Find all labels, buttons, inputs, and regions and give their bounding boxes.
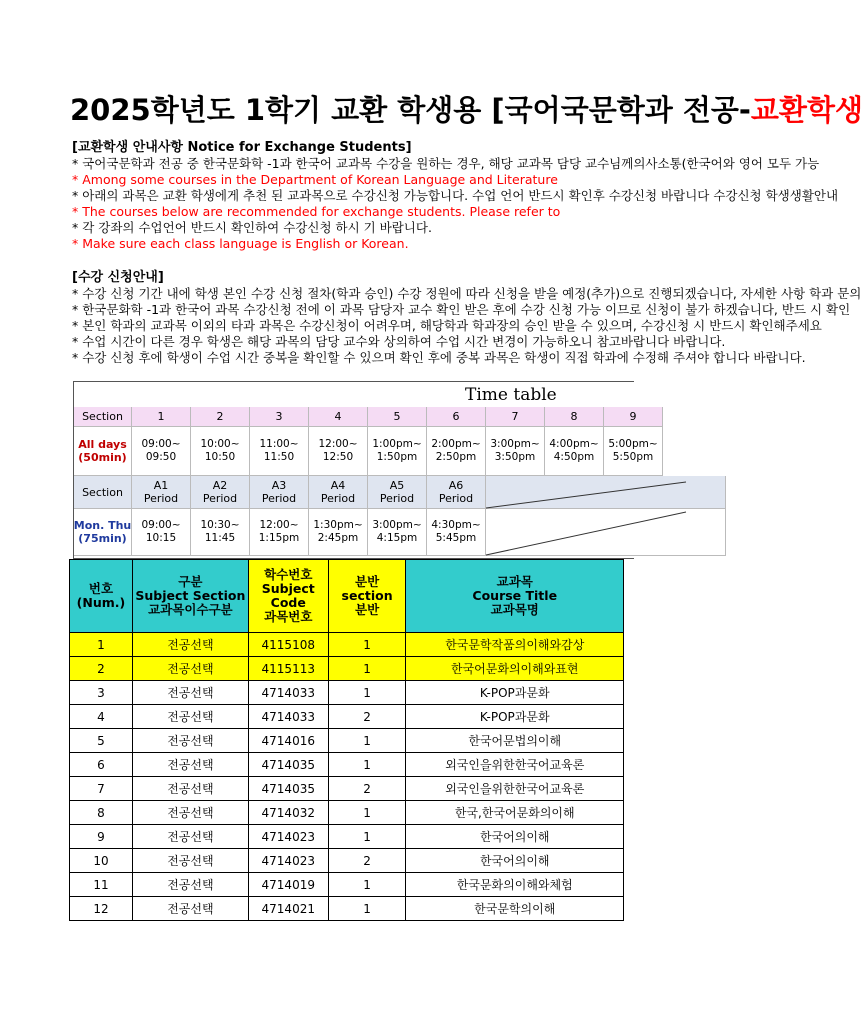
cell-code: 4115113 <box>248 657 328 681</box>
cell-title: K-POP과문화 <box>406 705 624 729</box>
timetable-section-number-text: 8 <box>570 410 578 423</box>
cell-code: 4714033 <box>248 681 328 705</box>
timetable-section-label <box>74 407 132 427</box>
guide-line: * 수강 신청 기간 내에 학생 본인 수강 신청 절차(학과 승인) 수강 정원에 따라 신청을 받을 예정(추가)으로 진행되겠습니다, 자세한 사항 학과 문의 <box>72 286 862 301</box>
timetable-section-number-text: 1 <box>157 410 165 423</box>
cell-code: 4714035 <box>248 777 328 801</box>
timetable-section-number-text: 7 <box>511 410 519 423</box>
timetable-section-number-text: 4 <box>334 410 342 423</box>
timetable-section-label-text: Section <box>82 410 123 423</box>
timetable-all-days-time-text: 1:50pm <box>376 451 418 463</box>
timetable-mon-thu-label-text: (75min) <box>78 532 127 545</box>
cell-num: 8 <box>70 801 133 825</box>
notice-line: * 아래의 과목은 교환 학생에게 추천 된 교과목으로 수강신청 가능합니다. 수업 언어 반드시 확인후 수강신청 바랍니다 수강신청 학생생활안내 <box>72 188 839 203</box>
timetable-mon-thu-time-text: 4:30pm~ <box>431 519 481 531</box>
guide-line: * 본인 학과의 교과목 이외의 타과 과목은 수강신청이 어려우며, 해당학과 학과장의 승인 받을 수 있으며, 수강신청 시 반드시 확인해주세요 <box>72 318 822 333</box>
cell-title: 외국인을위한한국어교육론 <box>406 753 624 777</box>
cell-sec: 2 <box>328 849 406 873</box>
timetable-mon-thu-time-text: 1:30pm~ <box>313 519 363 531</box>
timetable-section-number-text: 2 <box>216 410 224 423</box>
header-sec: 분반 section 분반 <box>328 560 406 633</box>
cell-section: 전공선택 <box>132 801 248 825</box>
timetable-period-text: A2 <box>212 479 228 492</box>
guide-line: * 한국문화학 -1과 한국어 과목 수강신청 전에 이 과목 담당자 교수 확인 받은 후에 수강 신청 가능 이므로 신청이 불가 하겠습니다, 반드 시 확인 <box>72 302 851 317</box>
timetable-mon-thu-time <box>191 509 250 556</box>
timetable-all-days-time-text: 1:00pm~ <box>372 438 422 450</box>
timetable-period-text: Period <box>202 492 238 505</box>
table-row <box>70 873 624 897</box>
header-num: 번호 (Num.) <box>70 560 133 633</box>
timetable-period-text: A4 <box>330 479 346 492</box>
timetable-all-days-time <box>368 427 427 476</box>
cell-code: 4714035 <box>248 753 328 777</box>
notice-line: * Among some courses in the Department of Korean Language and Literature <box>72 172 558 187</box>
cell-title: 한국어의이해 <box>406 825 624 849</box>
table-row <box>70 705 624 729</box>
cell-code: 4714021 <box>248 897 328 921</box>
course-table-header <box>70 560 624 633</box>
cell-title: 한국문화의이해와체험 <box>406 873 624 897</box>
cell-section: 전공선택 <box>132 897 248 921</box>
diagonal-line <box>486 482 686 508</box>
notice-line: * 각 강좌의 수업언어 반드시 확인하여 수강신청 하시 기 바랍니다. <box>72 220 432 235</box>
cell-num: 9 <box>70 825 133 849</box>
cell-sec: 1 <box>328 753 406 777</box>
timetable-section-number <box>604 407 663 427</box>
cell-sec: 1 <box>328 633 406 657</box>
timetable-all-days-time-text: 2:50pm <box>435 451 477 463</box>
timetable-mon-thu-time <box>427 509 486 556</box>
table-row <box>70 657 624 681</box>
cell-code: 4714023 <box>248 849 328 873</box>
timetable-all-days-time-text: 3:00pm~ <box>490 438 540 450</box>
timetable-all-days-label-text: (50min) <box>78 451 127 464</box>
timetable-period-section-label <box>74 476 132 509</box>
timetable-mon-thu-time-text: 10:15 <box>145 532 177 544</box>
timetable-all-days-time <box>250 427 309 476</box>
cell-num: 7 <box>70 777 133 801</box>
timetable-mon-thu-time-text: 4:15pm <box>376 532 418 544</box>
cell-section: 전공선택 <box>132 729 248 753</box>
timetable-mon-thu-time-text: 11:45 <box>204 532 236 544</box>
timetable-section-number <box>191 407 250 427</box>
timetable-title: Time table <box>465 385 557 405</box>
timetable-all-days-time-text: 5:00pm~ <box>608 438 658 450</box>
cell-section: 전공선택 <box>132 753 248 777</box>
timetable-mon-thu-time-text: 09:00~ <box>141 519 181 531</box>
header-section: 구분 Subject Section 교과목이수구분 <box>132 560 248 633</box>
timetable-section-number <box>486 407 545 427</box>
cell-title: K-POP과문화 <box>406 681 624 705</box>
timetable-section-number <box>427 407 486 427</box>
timetable-all-days-time-text: 4:00pm~ <box>549 438 599 450</box>
table-row <box>70 897 624 921</box>
cell-sec: 1 <box>328 681 406 705</box>
timetable-period-section-label-text: Section <box>82 485 123 499</box>
timetable-all-days-time-text: 09:50 <box>145 451 177 463</box>
timetable-period-text: Period <box>379 492 415 505</box>
course-table <box>69 559 624 921</box>
timetable-all-days-time-text: 10:50 <box>204 451 236 463</box>
title-text: 2025학년도 1학기 교환 학생용 [국어국문학과 전공- <box>70 93 751 127</box>
cell-section: 전공선택 <box>132 873 248 897</box>
guide-heading: [수강 신청안내] <box>72 270 164 285</box>
title-red-text: 교환학생 <box>750 93 863 127</box>
cell-sec: 1 <box>328 897 406 921</box>
cell-num: 5 <box>70 729 133 753</box>
cell-num: 4 <box>70 705 133 729</box>
timetable-all-days-time <box>545 427 604 476</box>
cell-code: 4714019 <box>248 873 328 897</box>
timetable-section-number <box>250 407 309 427</box>
cell-title: 한국,한국어문화의이해 <box>406 801 624 825</box>
timetable-mon-thu-time-text: 2:45pm <box>317 532 359 544</box>
cell-sec: 1 <box>328 801 406 825</box>
timetable-all-days-time <box>309 427 368 476</box>
timetable-mon-thu-time <box>309 509 368 556</box>
timetable-mon-thu-time <box>250 509 309 556</box>
table-row <box>70 825 624 849</box>
cell-title: 한국어의이해 <box>406 849 624 873</box>
table-row <box>70 777 624 801</box>
cell-num: 3 <box>70 681 133 705</box>
timetable-period <box>427 476 486 509</box>
table-row <box>70 729 624 753</box>
timetable-period-text: A5 <box>389 479 405 492</box>
timetable-all-days-time <box>191 427 250 476</box>
timetable-all-days-time <box>604 427 663 476</box>
timetable-period <box>191 476 250 509</box>
timetable-diagonal-lines <box>486 476 686 566</box>
timetable-all-days-label <box>74 427 132 476</box>
cell-code: 4115108 <box>248 633 328 657</box>
timetable-section-number-text: 6 <box>452 410 460 423</box>
timetable-period <box>368 476 427 509</box>
cell-code: 4714033 <box>248 705 328 729</box>
timetable-mon-thu-time-text: 3:00pm~ <box>372 519 422 531</box>
timetable-all-days-time-text: 11:50 <box>263 451 295 463</box>
table-row <box>70 849 624 873</box>
cell-title: 한국문학작품의이해와감상 <box>406 633 624 657</box>
cell-sec: 1 <box>328 729 406 753</box>
timetable-all-days-time-text: 2:00pm~ <box>431 438 481 450</box>
notice-line: * The courses below are recommended for exchange students. Please refer to <box>72 204 561 219</box>
notice-heading: [교환학생 안내사항 Notice for Exchange Students] <box>72 140 412 155</box>
cell-num: 11 <box>70 873 133 897</box>
cell-sec: 1 <box>328 873 406 897</box>
cell-code: 4714023 <box>248 825 328 849</box>
cell-code: 4714032 <box>248 801 328 825</box>
timetable-period-text: Period <box>261 492 297 505</box>
timetable-period-text: A1 <box>153 479 169 492</box>
guide-line: * 수강 신청 후에 학생이 수업 시간 중복을 확인할 수 있으며 확인 후에 중복 과목은 학생이 직접 학과에 수정해 주셔야 합니다 바랍니다. <box>72 350 806 365</box>
cell-sec: 1 <box>328 657 406 681</box>
header-title: 교과목 Course Title 교과목명 <box>406 560 624 633</box>
timetable-period-text: Period <box>320 492 356 505</box>
timetable-all-days-time-text: 12:50 <box>322 451 354 463</box>
cell-num: 6 <box>70 753 133 777</box>
timetable-all-days-time-text: 11:00~ <box>259 438 299 450</box>
cell-section: 전공선택 <box>132 633 248 657</box>
timetable-mon-thu-time-text: 1:15pm <box>258 532 300 544</box>
table-row <box>70 681 624 705</box>
cell-title: 한국어문화의이해와표현 <box>406 657 624 681</box>
timetable-mon-thu-time-text: 5:45pm <box>435 532 477 544</box>
timetable-period-text: A6 <box>448 479 464 492</box>
cell-section: 전공선택 <box>132 657 248 681</box>
timetable-period-text: A3 <box>271 479 287 492</box>
timetable-mon-thu-time-text: 12:00~ <box>259 519 299 531</box>
timetable-mon-thu-label <box>74 509 132 556</box>
timetable-period <box>309 476 368 509</box>
cell-section: 전공선택 <box>132 681 248 705</box>
timetable-section-number-text: 9 <box>629 410 637 423</box>
timetable-mon-thu-time-text: 10:30~ <box>200 519 240 531</box>
timetable-all-days-time-text: 09:00~ <box>141 438 181 450</box>
timetable-section-number <box>545 407 604 427</box>
table-row <box>70 753 624 777</box>
cell-sec: 2 <box>328 705 406 729</box>
timetable-section-number <box>132 407 191 427</box>
header-code: 학수번호 Subject Code 과목번호 <box>248 560 328 633</box>
timetable-all-days-time <box>132 427 191 476</box>
cell-num: 10 <box>70 849 133 873</box>
notice-line: * 국어국문학과 전공 중 한국문화학 -1과 한국어 교과목 수강을 원하는 경우, 해당 교과목 담당 교수님께의사소통(한국어와 영어 모두 가능 <box>72 156 820 171</box>
page-title <box>70 90 863 130</box>
cell-title: 외국인을위한한국어교육론 <box>406 777 624 801</box>
cell-title: 한국어문법의이해 <box>406 729 624 753</box>
timetable-period-text: Period <box>143 492 179 505</box>
diagonal-line <box>486 512 686 555</box>
cell-section: 전공선택 <box>132 705 248 729</box>
timetable-period-text: Period <box>438 492 474 505</box>
guide-line: * 수업 시간이 다른 경우 학생은 해당 과목의 담당 교수와 상의하여 수업 시간 변경이 가능하오니 참고바랍니다 바랍니다. <box>72 334 726 349</box>
table-row <box>70 633 624 657</box>
timetable-all-days-time <box>486 427 545 476</box>
cell-title: 한국문학의이해 <box>406 897 624 921</box>
cell-sec: 1 <box>328 825 406 849</box>
timetable-period <box>250 476 309 509</box>
timetable-section-number <box>309 407 368 427</box>
timetable-all-days-time-text: 10:00~ <box>200 438 240 450</box>
cell-section: 전공선택 <box>132 849 248 873</box>
timetable-mon-thu-time <box>132 509 191 556</box>
timetable-mon-thu-time <box>368 509 427 556</box>
cell-section: 전공선택 <box>132 825 248 849</box>
timetable-all-days-time <box>427 427 486 476</box>
cell-num: 12 <box>70 897 133 921</box>
timetable-section-number-text: 5 <box>393 410 401 423</box>
cell-code: 4714016 <box>248 729 328 753</box>
cell-num: 2 <box>70 657 133 681</box>
timetable-all-days-time-text: 12:00~ <box>318 438 358 450</box>
timetable-mon-thu-label-text: Mon. Thu <box>73 519 132 532</box>
timetable-all-days-time-text: 4:50pm <box>553 451 595 463</box>
timetable-section-number <box>368 407 427 427</box>
timetable-section-number-text: 3 <box>275 410 283 423</box>
timetable-period <box>132 476 191 509</box>
cell-num: 1 <box>70 633 133 657</box>
cell-section: 전공선택 <box>132 777 248 801</box>
timetable-all-days-label-text: All days <box>78 438 127 451</box>
cell-sec: 2 <box>328 777 406 801</box>
timetable-all-days-time-text: 3:50pm <box>494 451 536 463</box>
timetable-all-days-time-text: 5:50pm <box>612 451 654 463</box>
table-row <box>70 801 624 825</box>
notice-line: * Make sure each class language is English or Korean. <box>72 236 409 251</box>
